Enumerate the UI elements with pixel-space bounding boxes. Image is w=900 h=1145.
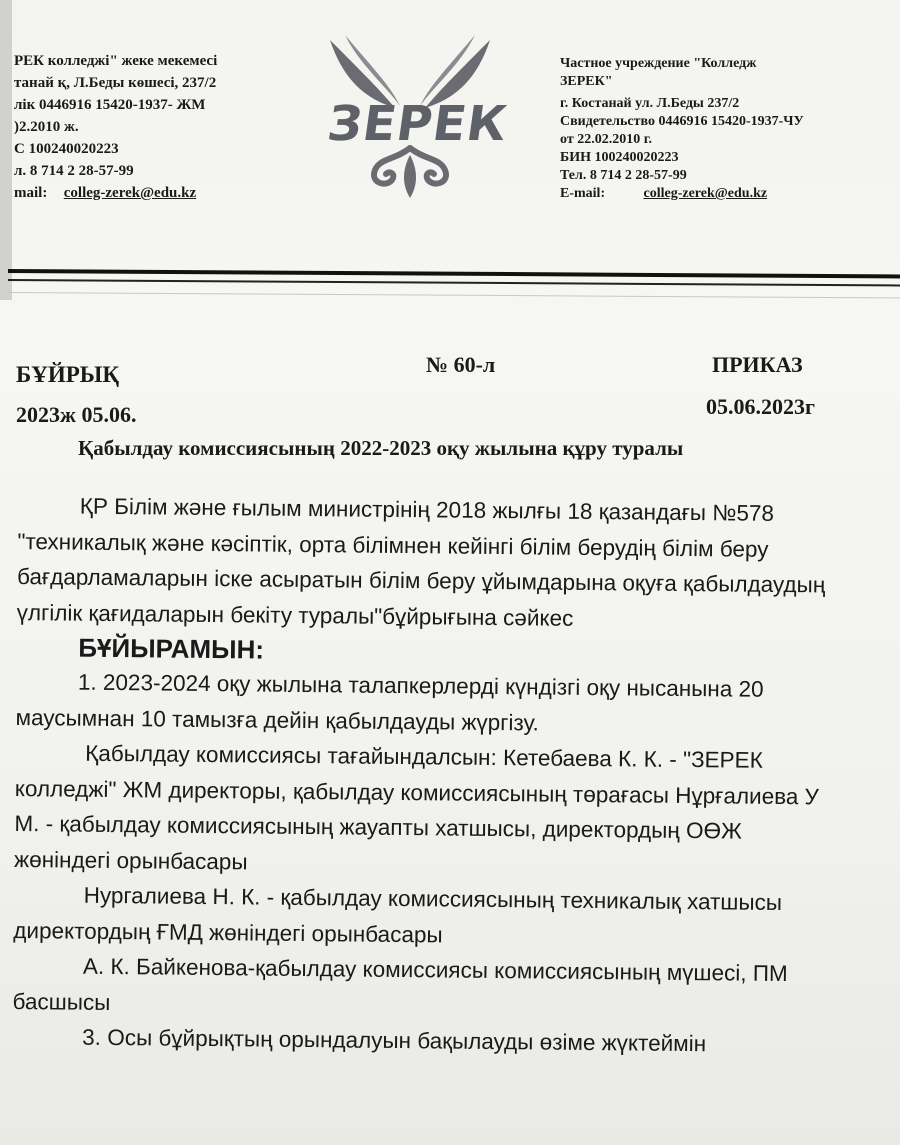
email-label: mail: <box>14 185 48 201</box>
email-link[interactable]: colleg-zerek@edu.kz <box>63 185 197 201</box>
header-divider-thin <box>8 279 900 286</box>
email-link[interactable]: colleg-zerek@edu.kz <box>643 186 768 201</box>
item4-line: басшысы <box>12 988 111 1015</box>
header-right-line: Тел. 8 714 2 28-57-99 <box>560 168 687 183</box>
item1-line: маусымнан 10 тамызға дейін қабылдауды жүргізу. <box>15 704 539 735</box>
doc-number: № 60-л <box>426 352 496 377</box>
header-left-line: лік 0446916 15420-1937- ЖМ <box>14 97 206 113</box>
header-right-line: Свидетельство 0446916 15420-1937-ЧУ <box>560 114 804 129</box>
header-left-line: С 100240020223 <box>14 141 119 157</box>
preamble-line: ҚР Білім және ғылым министрінің 2018 жылғы 18 қазандағы №578 <box>79 493 775 526</box>
doc-type-kz: БҰЙРЫҚ <box>16 362 120 387</box>
header-left-line: )2.2010 ж. <box>14 119 79 135</box>
header-right-line: БИН 100240020223 <box>560 150 679 165</box>
doc-meta-ru <box>706 352 815 420</box>
item3-line: директордың ҒМД жөніндегі орынбасары <box>13 917 443 947</box>
doc-title: Қабылдау комиссиясының 2022-2023 оқу жылына құру туралы <box>78 436 684 460</box>
header-left-line: РЕК колледжі" жеке мекемесі <box>14 53 218 69</box>
email-label: E-mail: <box>560 186 606 201</box>
item3-line: Нургалиева Н. К. - қабылдау комиссиясының техникалық хатшысы <box>83 882 783 916</box>
doc-date-ru: 05.06.2023г <box>706 394 815 419</box>
header-right-line: г. Костанай ул. Л.Беды 237/2 <box>560 96 740 111</box>
order-heading: БҰЙЫРАМЫН: <box>78 632 265 665</box>
item2-line: жөніндегі орынбасары <box>13 846 248 874</box>
header-left-kz <box>14 50 294 204</box>
item2-line: колледжі" ЖМ директоры, қабылдау комиссиясының төрағасы Нұрғалиева У <box>14 775 820 809</box>
header-divider-thick <box>8 269 900 278</box>
header-left-email-row <box>14 182 294 204</box>
header-left-line: л. 8 714 2 28-57-99 <box>14 163 134 179</box>
page-edge <box>0 0 12 300</box>
logo-wordmark: ЗЕРЕК <box>324 96 512 152</box>
header-right-ru <box>560 55 860 203</box>
item1-line: 1. 2023-2024 оқу жылына талапкерлерді күндізгі оқу нысанына 20 <box>77 669 764 702</box>
header-right-line: Частное учреждение "Колледж <box>560 56 757 71</box>
doc-body <box>12 488 900 1064</box>
item2-line: М. - қабылдау комиссиясының жауапты хатшысы, директордың ОӨЖ <box>14 810 742 844</box>
preamble-line: бағдарламаларын іске асыратын білім беру ұйымдарына оқуға қабылдаудың <box>16 563 826 598</box>
doc-date-kz: 2023ж 05.06. <box>16 402 137 427</box>
item5-line: 3. Осы бұйрықтың орындалуын бақылауды өзіме жүктеймін <box>82 1024 707 1057</box>
item2-line: Қабылдау комиссиясы тағайындалсын: Кетебаева К. К. - "ЗЕРЕК <box>85 740 763 773</box>
header-divider-faint <box>8 292 900 298</box>
header-left-line: танай қ, Л.Беды көшесі, 237/2 <box>14 75 217 91</box>
header-right-email-row <box>560 185 860 203</box>
header-right-line: ЗЕРЕК" <box>560 74 613 89</box>
doc-type-ru: ПРИКАЗ <box>712 352 803 377</box>
item4-line: А. К. Байкенова-қабылдау комиссиясы комиссиясының мүшесі, ПМ <box>82 953 788 987</box>
doc-meta-kz <box>16 362 136 428</box>
preamble-line: үлгілік қағидаларын бекіту туралы"бұйрығына сәйкес <box>16 599 574 631</box>
preamble-line: "техникалық және кәсіптік, орта білімнен кейінгі білім берудің білім беру <box>17 528 769 562</box>
header-right-line: от 22.02.2010 г. <box>560 132 652 147</box>
